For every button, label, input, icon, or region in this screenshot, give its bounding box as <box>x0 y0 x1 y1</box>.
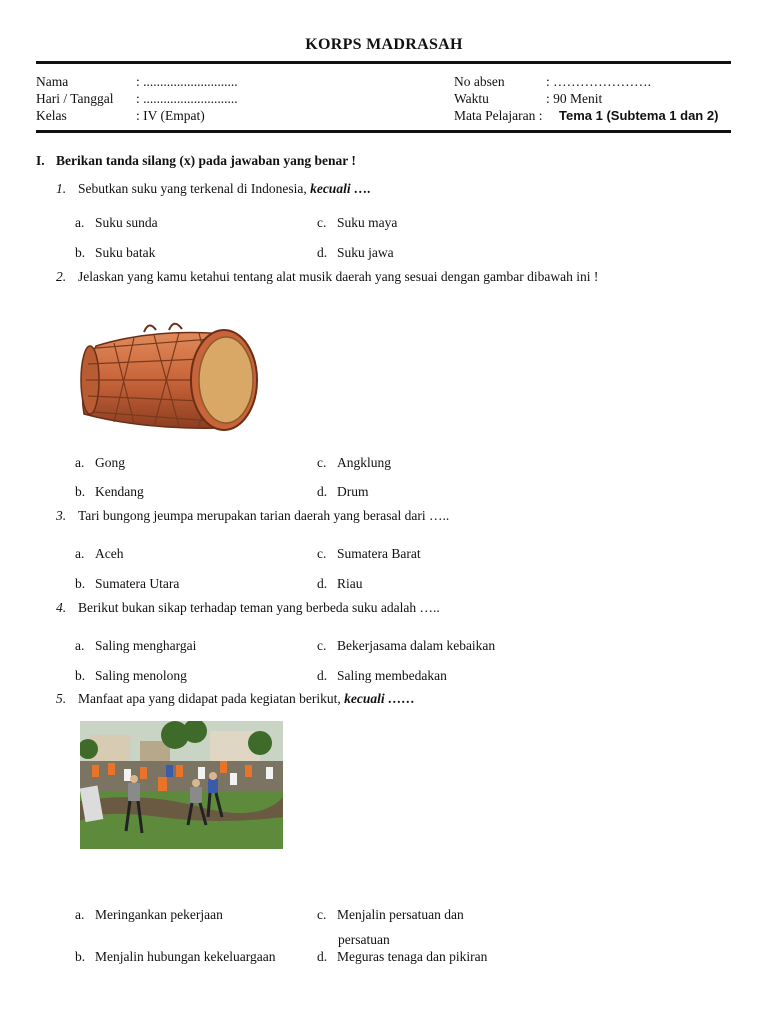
question-3 <box>56 508 716 526</box>
kelas-value: : IV (Empat) <box>136 108 205 123</box>
option-text: Aceh <box>95 546 124 561</box>
option-4b[interactable] <box>75 668 187 684</box>
option-letter: a. <box>75 638 85 653</box>
section-heading <box>36 153 356 169</box>
option-letter: d. <box>317 576 328 591</box>
option-letter: c. <box>317 455 327 470</box>
option-letter: c. <box>317 215 327 230</box>
option-1d[interactable] <box>317 245 394 261</box>
option-text: Suku batak <box>95 245 156 260</box>
option-text: Riau <box>337 576 363 591</box>
question-number: 5. <box>56 691 67 706</box>
question-2 <box>56 269 716 287</box>
option-text: Sumatera Utara <box>95 576 180 591</box>
option-text: Sumatera Barat <box>337 546 421 561</box>
waktu-value: : 90 Menit <box>546 91 603 106</box>
question-number: 4. <box>56 600 67 615</box>
option-text: Suku maya <box>337 215 398 230</box>
option-letter: c. <box>317 907 327 922</box>
header-top-rule <box>36 61 731 64</box>
option-text: Bekerjasama dalam kebaikan <box>337 638 496 653</box>
header-info <box>36 73 731 129</box>
question-text: Manfaat apa yang didapat pada kegiatan berikut, <box>78 691 341 706</box>
hari-label: Hari / Tanggal <box>36 91 114 106</box>
question-4 <box>56 600 716 618</box>
option-4a[interactable] <box>75 638 196 654</box>
gotong-royong-photo <box>80 721 283 849</box>
question-number: 2. <box>56 269 67 284</box>
option-text: Kendang <box>95 484 144 499</box>
option-text: Gong <box>95 455 125 470</box>
option-letter: c. <box>317 638 327 653</box>
option-letter: a. <box>75 907 85 922</box>
hari-field[interactable]: : ............................ <box>136 91 238 106</box>
option-letter: a. <box>75 546 85 561</box>
section-title: Berikan tanda silang (x) pada jawaban yang benar ! <box>56 153 356 168</box>
option-1b[interactable] <box>75 245 155 261</box>
option-5c[interactable] <box>317 907 464 923</box>
page-title: KORPS MADRASAH <box>305 36 463 53</box>
option-text: Meguras tenaga dan pikiran <box>337 949 488 964</box>
question-5 <box>56 691 716 709</box>
header-bottom-rule <box>36 130 731 133</box>
option-2a[interactable] <box>75 455 125 471</box>
option-text: Saling menghargai <box>95 638 197 653</box>
question-1 <box>56 181 716 199</box>
option-text: Suku jawa <box>337 245 394 260</box>
option-2d[interactable] <box>317 484 369 500</box>
option-3c[interactable] <box>317 546 421 562</box>
option-letter: b. <box>75 245 86 260</box>
section-label: I. <box>36 153 45 168</box>
option-text: Menjalin hubungan kekeluargaan <box>95 949 276 964</box>
option-letter: d. <box>317 484 328 499</box>
option-letter: d. <box>317 668 328 683</box>
question-number: 3. <box>56 508 67 523</box>
option-text: Saling menolong <box>95 668 187 683</box>
option-letter: b. <box>75 576 86 591</box>
nama-field[interactable]: : ............................ <box>136 74 238 89</box>
option-3b[interactable] <box>75 576 179 592</box>
question-text: Sebutkan suku yang terkenal di Indonesia, <box>78 181 307 196</box>
option-text: Suku sunda <box>95 215 158 230</box>
option-4c[interactable] <box>317 638 495 654</box>
mapel-label: Mata Pelajaran : <box>454 108 543 123</box>
option-letter: b. <box>75 484 86 499</box>
nama-label: Nama <box>36 74 69 89</box>
absen-label: No absen <box>454 74 505 89</box>
option-letter: d. <box>317 245 328 260</box>
question-text: Berikut bukan sikap terhadap teman yang berbeda suku adalah ….. <box>78 600 440 615</box>
option-text: Angklung <box>337 455 391 470</box>
option-5d[interactable] <box>317 949 487 965</box>
waktu-label: Waktu <box>454 91 489 106</box>
option-1a[interactable] <box>75 215 158 231</box>
option-letter: d. <box>317 949 328 964</box>
option-1c[interactable] <box>317 215 397 231</box>
kelas-label: Kelas <box>36 108 67 123</box>
option-5c-continued: persatuan <box>338 932 390 947</box>
question-number: 1. <box>56 181 67 196</box>
question-emphasis: kecuali …. <box>310 181 371 196</box>
option-5a[interactable] <box>75 907 223 923</box>
option-letter: a. <box>75 455 85 470</box>
option-3d[interactable] <box>317 576 363 592</box>
absen-field[interactable]: : …………………. <box>546 74 652 89</box>
option-4d[interactable] <box>317 668 447 684</box>
option-letter: b. <box>75 668 86 683</box>
option-3a[interactable] <box>75 546 123 562</box>
option-2c[interactable] <box>317 455 391 471</box>
kendang-drum-image <box>74 318 260 447</box>
option-text: Saling membedakan <box>337 668 447 683</box>
option-letter: b. <box>75 949 86 964</box>
question-text: Jelaskan yang kamu ketahui tentang alat musik daerah yang sesuai dengan gambar dibawah ini ! <box>78 269 599 284</box>
option-2b[interactable] <box>75 484 144 500</box>
option-text: Menjalin persatuan dan <box>337 907 464 922</box>
option-letter: c. <box>317 546 327 561</box>
option-letter: a. <box>75 215 85 230</box>
option-5b[interactable] <box>75 949 275 965</box>
option-text: Meringankan pekerjaan <box>95 907 223 922</box>
mapel-value: Tema 1 (Subtema 1 dan 2) <box>559 108 719 123</box>
question-emphasis: kecuali …… <box>344 691 416 706</box>
option-text: Drum <box>337 484 369 499</box>
question-text: Tari bungong jeumpa merupakan tarian daerah yang berasal dari ….. <box>78 508 450 523</box>
